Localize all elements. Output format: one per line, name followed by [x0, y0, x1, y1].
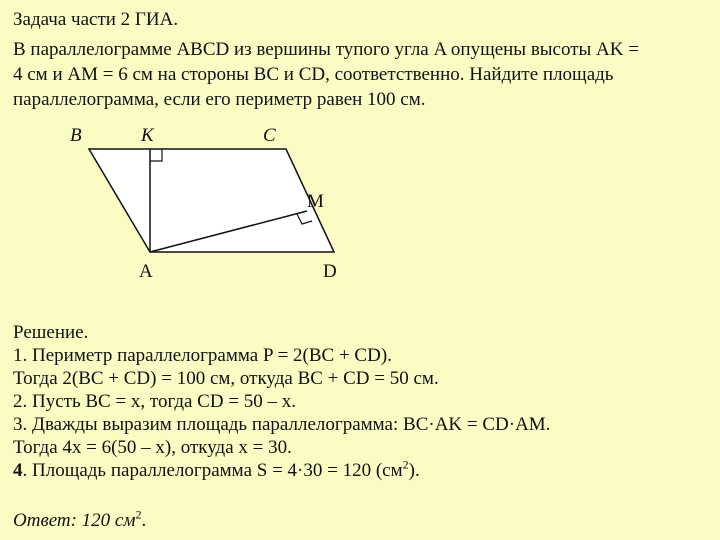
- label-a: A: [139, 261, 153, 282]
- solution-step-1b: Тогда 2(BC + CD) = 100 см, откуда BC + CD = 50 см.: [13, 368, 439, 389]
- problem-line-1: В параллелограмме ABCD из вершины тупого угла A опущены высоты AK =: [13, 39, 639, 60]
- step-4-text: . Площадь параллелограмма S = 4·30 = 120 (см: [22, 460, 403, 481]
- solution: [13, 321, 550, 482]
- label-c: C: [263, 125, 276, 146]
- solution-step-3b: Тогда 4x = 6(50 – x), откуда x = 30.: [13, 437, 292, 458]
- answer-sup: 2: [135, 507, 142, 522]
- label-d: D: [323, 261, 337, 282]
- step-4-number: 4: [13, 460, 23, 481]
- solution-step-3: 3. Дважды выразим площадь параллелограмма: BC·AK = CD·AM.: [13, 414, 551, 435]
- problem-line-3: параллелограмма, если его периметр равен 100 см.: [13, 89, 426, 110]
- label-b: B: [70, 125, 82, 146]
- solution-step-2: 2. Пусть BC = x, тогда CD = 50 – x.: [13, 391, 297, 412]
- label-m: M: [307, 191, 324, 212]
- solution-step-1: 1. Периметр параллелограмма P = 2(BC + CD).: [13, 345, 392, 366]
- step-4-end: ).: [408, 460, 420, 481]
- label-k: K: [141, 125, 154, 146]
- page-title: Задача части 2 ГИА.: [13, 9, 179, 30]
- answer-text: Ответ: 120 см: [13, 510, 136, 531]
- answer: [13, 509, 146, 532]
- problem-line-2: 4 см и AM = 6 см на стороны BC и CD, соответственно. Найдите площадь: [13, 64, 614, 85]
- solution-step-4: [13, 459, 550, 482]
- solution-heading: Решение.: [13, 322, 89, 343]
- answer-end: .: [141, 510, 147, 531]
- step-4-sup: 2: [402, 457, 409, 472]
